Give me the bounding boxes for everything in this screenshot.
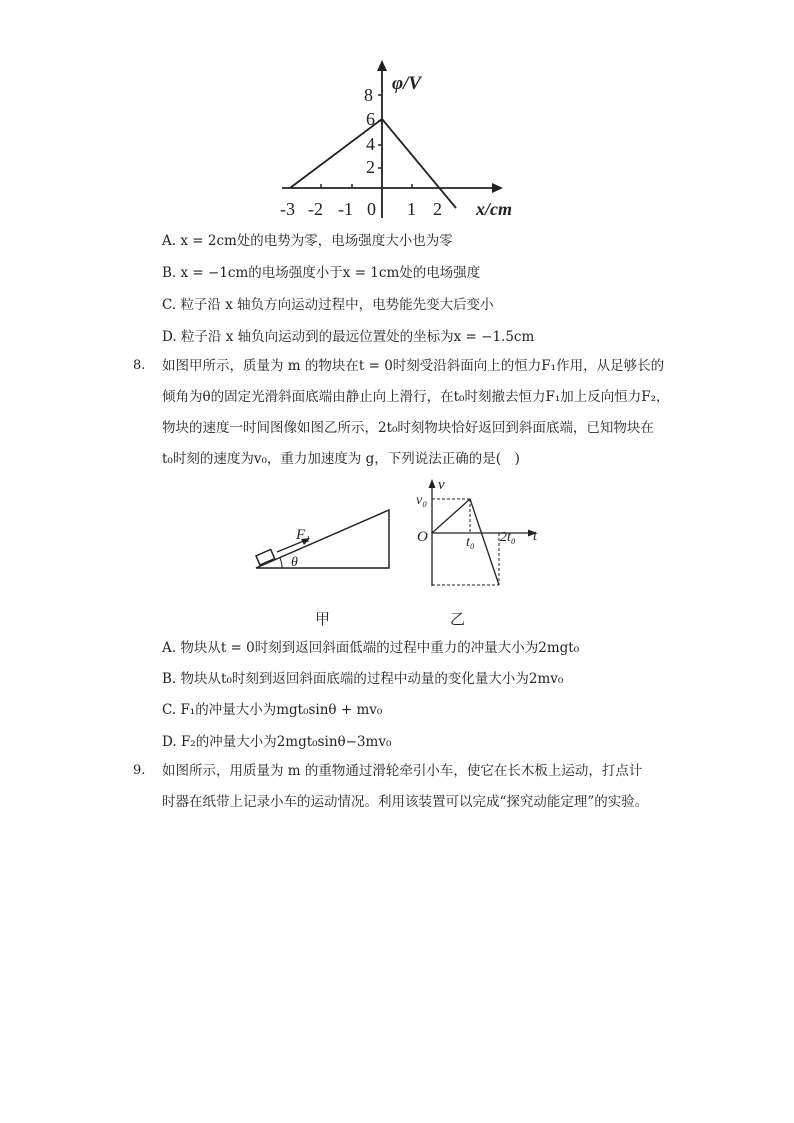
caption-yi: 乙: [450, 610, 466, 628]
y-tick-label-6: 6: [366, 109, 375, 129]
q8-option-a: A. 物块从t = 0时刻到返回斜面低端的过程中重力的冲量大小为2mgt₀: [162, 640, 580, 656]
incline-triangle: [256, 510, 389, 568]
q7-option-c: C. 粒子沿 x 轴负方向运动过程中，电势能先变大后变小: [162, 297, 494, 313]
t0-label: t₀: [466, 535, 475, 550]
caption-jia: 甲: [315, 610, 331, 628]
x-tick-label-1: 1: [407, 199, 416, 219]
velocity-line-up: [432, 499, 470, 533]
x-axis-label: x/cm: [476, 199, 512, 219]
x-axis-arrow: [492, 183, 503, 193]
velocity-time-graph: [410, 478, 550, 593]
q9-line-2: 时器在纸带上记录小车的运动情况。利用该装置可以完成“探究动能定理”的实验。: [162, 794, 649, 810]
q7-option-b: B. x = −1cm的电场强度小于x = 1cm处的电场强度: [162, 265, 481, 281]
q7-option-a: A. x = 2cm处的电势为零，电场强度大小也为零: [162, 233, 453, 249]
q8-option-b: B. 物块从t₀时刻到返回斜面底端的过程中动量的变化量大小为2mv₀: [162, 671, 564, 687]
x-tick-label-2: 2: [433, 199, 442, 219]
y-axis-label: φ/V: [392, 73, 422, 94]
force-label: F₁: [296, 527, 311, 543]
t-label: t: [533, 528, 538, 544]
q9-line-1: 如图所示，用质量为 m 的重物通过滑轮牵引小车，使它在长木板上运动，打点计: [162, 763, 643, 779]
block: [256, 549, 275, 565]
y-tick-label-8: 8: [364, 85, 373, 105]
x-tick-label-0: 0: [367, 199, 376, 219]
v-label: v: [438, 478, 445, 493]
potential-graph: [270, 55, 520, 230]
q8-line-4: t₀时刻的速度为v₀，重力加速度为 g，下列说法正确的是( ): [162, 451, 520, 467]
q8-option-c: C. F₁的冲量大小为mgt₀sinθ + mv₀: [162, 702, 383, 718]
q8-line-3: 物块的速度一时间图像如图乙所示，2t₀时刻物块恰好返回到斜面底端，已知物块在: [162, 420, 654, 436]
q8-number: 8.: [133, 358, 146, 373]
incline-figure: [250, 505, 400, 577]
q8-line-1: 如图甲所示，质量为 m 的物块在t = 0时刻受沿斜面向上的恒力F₁作用，从足够长的: [162, 358, 665, 374]
2t0-label: 2t₀: [500, 530, 516, 545]
y-axis-arrow: [377, 60, 387, 71]
angle-arc: [280, 558, 282, 568]
q8-option-d: D. F₂的冲量大小为2mgt₀sinθ−3mv₀: [162, 734, 392, 750]
x-tick-label-neg2: -2: [308, 199, 323, 219]
x-tick-label-neg1: -1: [338, 199, 353, 219]
x-tick-label-neg3: -3: [280, 199, 295, 219]
q7-option-d: D. 粒子沿 x 轴负向运动到的最远位置处的坐标为x = −1.5cm: [162, 329, 535, 345]
y-tick-label-2: 2: [366, 157, 375, 177]
v0-label: v₀: [416, 493, 428, 508]
potential-line-right: [382, 119, 456, 208]
origin-label: O: [417, 529, 428, 545]
q8-line-2: 倾角为θ的固定光滑斜面底端由静止向上滑行，在t₀时刻撤去恒力F₁加上反向恒力F₂，: [162, 389, 670, 405]
q9-number: 9.: [133, 763, 146, 778]
y-tick-label-4: 4: [366, 134, 375, 154]
angle-label: θ: [291, 555, 298, 570]
